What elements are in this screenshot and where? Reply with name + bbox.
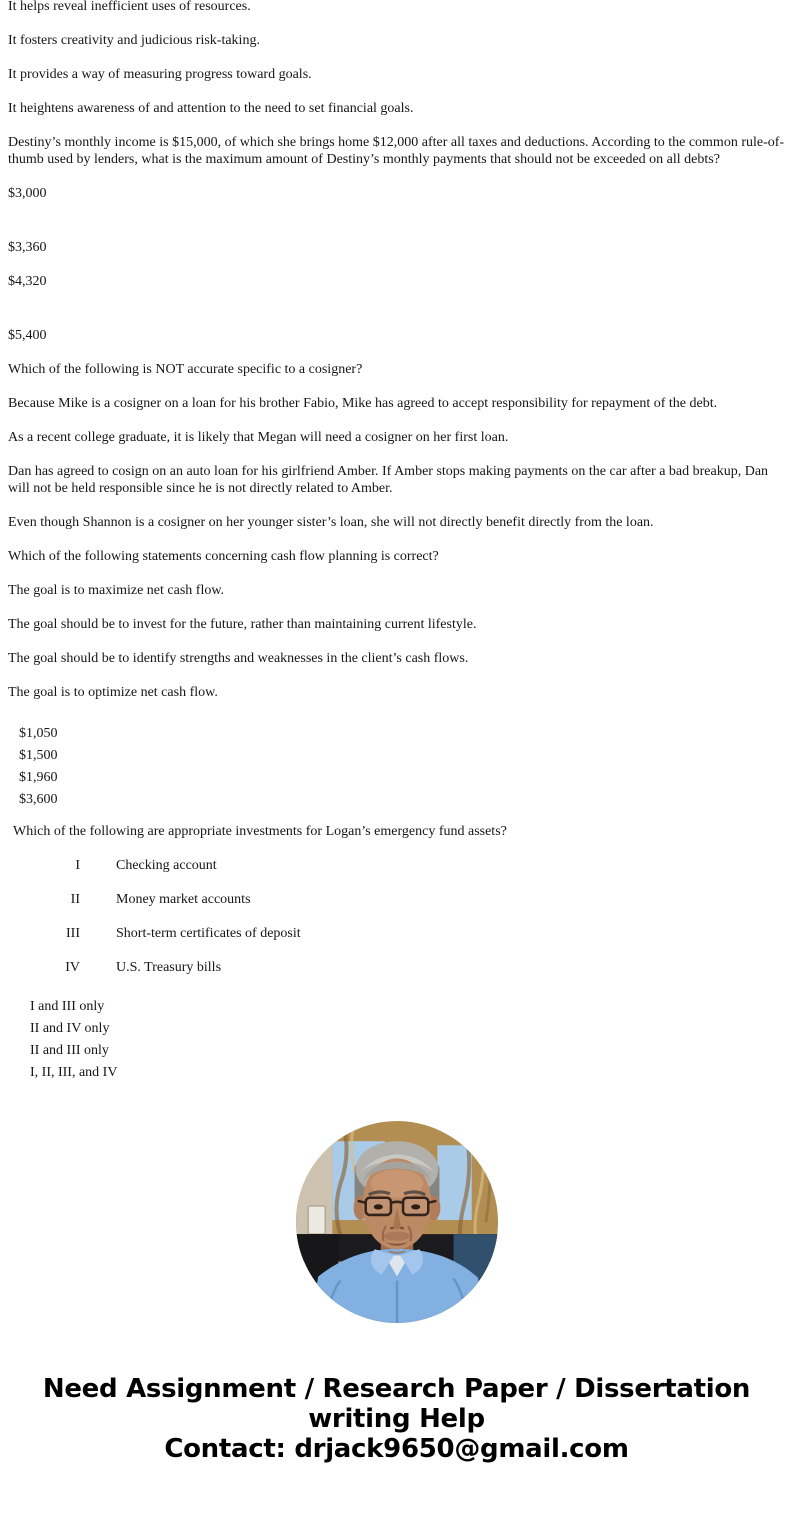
- item-label: Money market accounts: [116, 892, 251, 907]
- item-numeral: I: [75, 858, 80, 873]
- footer-help-line-2: writing Help: [308, 1404, 485, 1434]
- question-text: Which of the following is NOT accurate specific to a cosigner?: [8, 362, 363, 377]
- answer-option: Even though Shannon is a cosigner on her younger sister’s loan, she will not directly benefit directly from the loan.: [8, 515, 654, 530]
- question-text: Which of the following are appropriate investments for Logan’s emergency fund assets?: [13, 824, 507, 839]
- answer-option: $1,500: [19, 748, 58, 763]
- benefit-statement: It fosters creativity and judicious risk-taking.: [8, 33, 260, 48]
- answer-option: Because Mike is a cosigner on a loan for his brother Fabio, Mike has agreed to accept responsibility for repayment of the debt.: [8, 396, 718, 411]
- benefit-statement: It provides a way of measuring progress toward goals.: [8, 67, 312, 82]
- list-item: [8, 925, 785, 942]
- benefit-statement: It helps reveal inefficient uses of resources.: [8, 0, 251, 14]
- outlet: [308, 1206, 325, 1234]
- item-label: U.S. Treasury bills: [116, 960, 222, 975]
- footer-contact: Contact: drjack9650@gmail.com: [164, 1434, 629, 1464]
- answer-option: I and III only: [30, 999, 105, 1014]
- investment-items-list: [8, 857, 785, 976]
- combination-answers-list: [8, 996, 785, 1084]
- footer-ad: [8, 1374, 785, 1464]
- answer-option: The goal should be to identify strengths and weaknesses in the client’s cash flows.: [8, 651, 469, 666]
- amount-options-list: [8, 723, 785, 811]
- answer-option: The goal is to optimize net cash flow.: [8, 685, 218, 700]
- item-label: Checking account: [116, 858, 217, 873]
- footer-help-line-1: Need Assignment / Research Paper / Dissertation: [42, 1374, 751, 1404]
- list-item: [8, 891, 785, 908]
- answer-option: The goal should be to invest for the future, rather than maintaining current lifestyle.: [8, 617, 477, 632]
- answer-option: The goal is to maximize net cash flow.: [8, 583, 225, 598]
- question-text: Destiny’s monthly income is $15,000, of which she brings home $12,000 after all taxes and deductions. According to the common rule-of-thumb used by lenders, what is the maximum amount of Destiny’s monthly payments that should not be exceeded on all debts?: [8, 135, 785, 167]
- item-label: Short-term certificates of deposit: [116, 926, 301, 941]
- answer-option: II and III only: [30, 1043, 109, 1058]
- item-numeral: II: [70, 892, 80, 907]
- answer-option: $3,600: [19, 792, 58, 807]
- list-item: [8, 959, 785, 976]
- answer-option: $1,960: [19, 770, 58, 785]
- benefit-statement: It heightens awareness of and attention to the need to set financial goals.: [8, 101, 414, 116]
- list-item: [8, 857, 785, 874]
- answer-option: $4,320: [8, 274, 47, 289]
- item-numeral: IV: [65, 960, 80, 975]
- answer-option: Dan has agreed to cosign on an auto loan for his girlfriend Amber. If Amber stops making payments on the car after a bad breakup, Dan will not be held responsible since he is not directly related to Amber.: [8, 464, 769, 496]
- answer-option: $3,360: [8, 240, 47, 255]
- question-text: Which of the following statements concerning cash flow planning is correct?: [8, 549, 439, 564]
- portrait-photo: [296, 1121, 498, 1323]
- portrait-photo-graphic: [296, 1121, 498, 1323]
- answer-option: II and IV only: [30, 1021, 110, 1036]
- answer-option: As a recent college graduate, it is likely that Megan will need a cosigner on her first loan.: [8, 430, 509, 445]
- item-numeral: III: [66, 926, 80, 941]
- answer-option: $3,000: [8, 186, 47, 201]
- answer-option: $1,050: [19, 726, 58, 741]
- answer-option: $5,400: [8, 328, 47, 343]
- answer-option: I, II, III, and IV: [30, 1065, 118, 1080]
